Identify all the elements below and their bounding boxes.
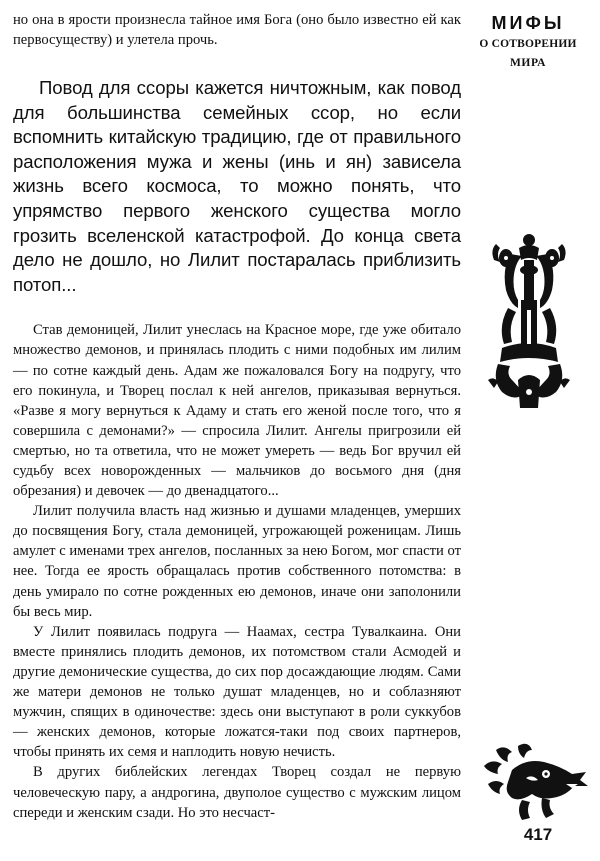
page-number: 417	[523, 825, 553, 844]
body-paragraph-4: В других библейских легендах Творец создал не первую человеческую пару, а андрогина, двуполое существо с мужским лицом спереди и женским сзади. Но это несчаст-	[13, 764, 461, 821]
body-paragraph-3: У Лилит появилась подруга — Наамах, сестра Тувалкаина. Они вместе принялись плодить демонов, их потомством стали Асмодей и другие демонические существа, до сих пор досаждающие людям. Сами же матери демонов не только душат младенцев, но и соблазняют мужчин, спящих в одиночестве: здесь они выступают в роли суккубов — женских демонов, которые ложатся-таки под своих партнеров, чтобы принять их семя и наплодить новую нечисть.	[13, 623, 461, 761]
section-title-line2: О СОТВОРЕНИИ	[479, 38, 577, 50]
body-paragraph-2: Лилит получила власть над жизнью и душами младенцев, умерших до посвящения Богу, стала демоницей, угрожающей роженицам. Лишь амулет с именами трех ангелов, посланных за нею Богом, мог спасти от нее. Тогда ее ярость обращалась против собственного потомства: в день умирало по сотне рожденных ею демонов, иначе они заполонили бы весь мир.	[13, 503, 461, 620]
main-text-column	[13, 10, 461, 823]
body-paragraph-1: Став демоницей, Лилит унеслась на Красное море, где уже обитало множество демонов, и принялась плодить с ними подобных им лилим — по сотне каждый день. Адам же пожаловался Богу на подругу, что его покинула, и Творец послал к ней ангелов, приказывая вернуться. «Разве я могу вернуться к Адаму и стать его женой после того, что я совершила с демонами?» — спросила Лилит. Ангелы пригрозили ей смертью, но та ответила, что не может умереть — ведь Бог вручил ей судьбу всех новорожденных — мальчиков до восьмого дня (дня обрезания) и девочек — до двенадцатого...	[13, 322, 461, 500]
ritual-figure-ornament-icon	[488, 230, 570, 412]
section-sidebar	[468, 12, 588, 72]
body-text	[13, 320, 461, 822]
section-title-line3: МИРА	[509, 57, 547, 69]
dragon-head-ornament-icon	[482, 740, 590, 822]
section-title-line1: МИФЫ	[491, 13, 565, 33]
top-paragraph: но она в ярости произнесла тайное имя Бога (оно было известно ей как первосуществу) и улетела прочь.	[13, 12, 461, 48]
highlight-paragraph: Повод для ссоры кажется ничтожным, как повод для большинства семейных ссор, но если вспомнить китайскую традицию, где от правильного расположения мужа и жены (инь и ян) зависела жизнь всего космоса, то можно понять, что упрямство первого женского существа могло грозить вселенской катастрофой. До конца света дело не дошло, но Лилит постаралась приблизить потоп...	[13, 77, 461, 295]
